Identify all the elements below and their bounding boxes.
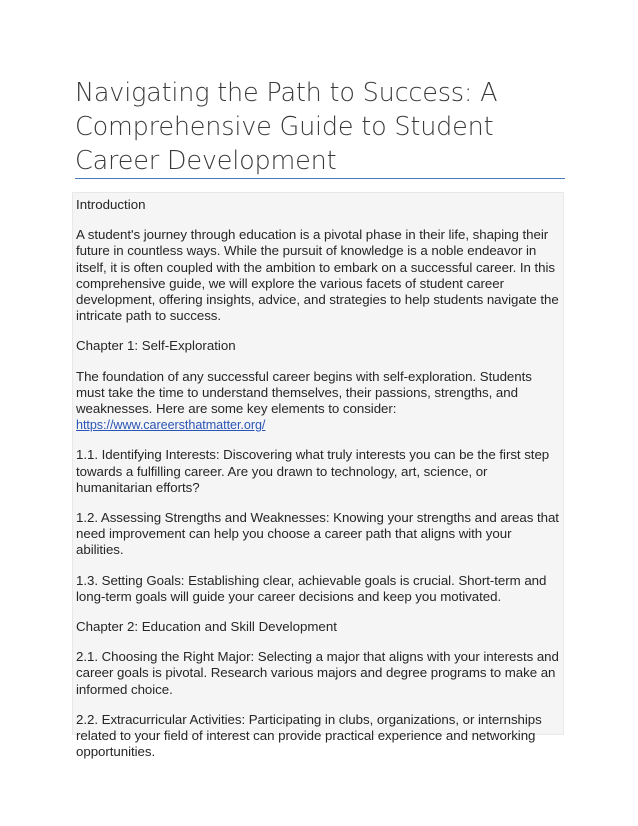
document-title: Navigating the Path to Success: A Comprehensive Guide to Student Career Development (75, 78, 498, 176)
title-divider (75, 178, 565, 179)
section-1-2: 1.2. Assessing Strengths and Weaknesses: Knowing your strengths and areas that need improvement can help you choose a career path that aligns with your abilities. (76, 510, 559, 558)
chapter-1-text: The foundation of any successful career begins with self-exploration. Students must take the time to understand themselves, their passions, strengths, and weaknesses. Here are some key elements to consider: (76, 368, 532, 417)
section-2-2: 2.2. Extracurricular Activities: Participating in clubs, organizations, or internships related to your field of interest can provide practical experience and networking opportunities. (76, 711, 542, 760)
intro-paragraph: A student's journey through education is a pivotal phase in their life, shaping their future in countless ways. While the pursuit of knowledge is a noble endeavor in itself, it is often coupled with the ambition to embark on a successful career. In this comprehensive guide, we will explore the various facets of student career development, offering insights, advice, and strategies to help students navigate the intricate path to success. (76, 227, 559, 324)
chapter-1-paragraph (76, 369, 561, 434)
chapter-1-heading: Chapter 1: Self-Exploration (76, 338, 236, 354)
section-1-1: 1.1. Identifying Interests: Discovering what truly interests you can be the first step towards a fulfilling career. Are you drawn to technology, art, science, or humanitarian efforts? (76, 447, 550, 495)
section-1-3: 1.3. Setting Goals: Establishing clear, achievable goals is crucial. Short-term and long-term goals will guide your career decisions and keep you motivated. (76, 572, 547, 604)
section-2-1: 2.1. Choosing the Right Major: Selecting a major that aligns with your interests and career goals is pivotal. Research various majors and degree programs to make an informed choice. (76, 649, 559, 697)
document-body (72, 192, 564, 760)
chapter-2-heading: Chapter 2: Education and Skill Development (76, 619, 337, 635)
careers-link[interactable]: https://www.careersthatmatter.org/ (76, 418, 266, 433)
intro-heading: Introduction (76, 197, 146, 212)
